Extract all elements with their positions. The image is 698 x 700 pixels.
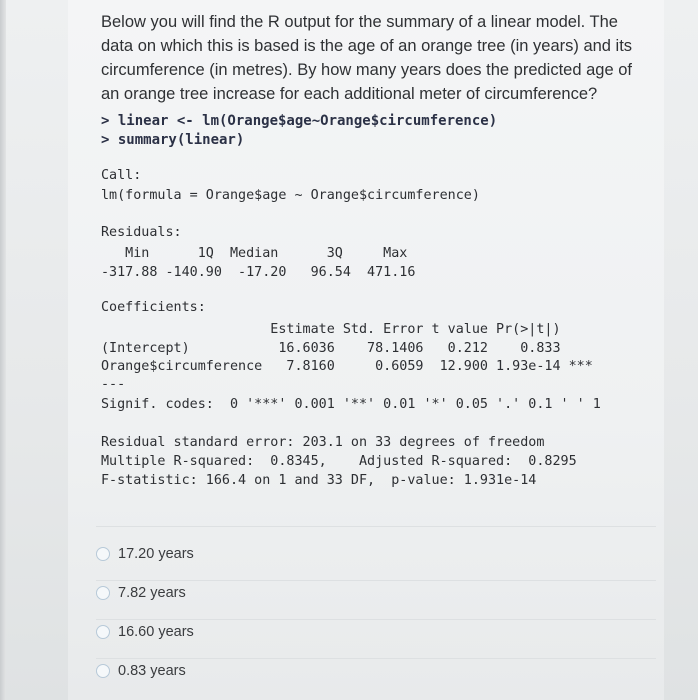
signif-codes: Signif. codes: 0 '***' 0.001 '**' 0.01 '*' 0.05 '.' 0.1 ' ' 1 — [101, 397, 601, 412]
answer-option-label: 0.83 years — [118, 663, 186, 679]
r-command-lm: > linear <- lm(Orange$age~Orange$circumference) — [101, 113, 498, 129]
radio-button-icon[interactable] — [96, 547, 110, 561]
coef-header: Estimate Std. Error t value Pr(>|t|) — [101, 322, 561, 337]
answer-option[interactable] — [96, 579, 186, 607]
residuals-label: Residuals: — [101, 225, 182, 240]
f-statistic: F-statistic: 166.4 on 1 and 33 DF, p-value: 1.931e-14 — [101, 473, 537, 488]
answer-option[interactable] — [96, 540, 194, 568]
coefficients-label: Coefficients: — [101, 300, 206, 315]
divider — [96, 580, 656, 581]
answer-option-label: 16.60 years — [118, 624, 194, 640]
window-edge — [0, 0, 6, 700]
divider — [96, 619, 656, 620]
radio-button-icon[interactable] — [96, 586, 110, 600]
question-text: Below you will find the R output for the summary of a linear model. The data on which this is based is the age of an orange tree (in years) and its circumference (in metres). By how many years does the predicted age of an orange tree increase for each additional meter of circumference? — [101, 13, 633, 103]
residuals-header: Min 1Q Median 3Q Max — [101, 246, 408, 261]
divider — [96, 526, 656, 527]
answer-option[interactable] — [96, 618, 194, 646]
answer-option-label: 7.82 years — [118, 585, 186, 601]
residuals-values: -317.88 -140.90 -17.20 96.54 471.16 — [101, 265, 416, 280]
coef-circumference-row: Orange$circumference 7.8160 0.6059 12.900 1.93e-14 *** — [101, 359, 593, 374]
r-command-summary: > summary(linear) — [101, 132, 245, 148]
coef-intercept-row: (Intercept) 16.6036 78.1406 0.212 0.833 — [101, 341, 561, 356]
residual-standard-error: Residual standard error: 203.1 on 33 degrees of freedom — [101, 435, 545, 450]
call-text: lm(formula = Orange$age ~ Orange$circumference) — [101, 188, 480, 203]
r-squared: Multiple R-squared: 0.8345, Adjusted R-squared: 0.8295 — [101, 454, 577, 469]
radio-button-icon[interactable] — [96, 625, 110, 639]
coef-separator: --- — [101, 377, 126, 392]
call-label: Call: — [101, 168, 142, 183]
divider — [96, 658, 656, 659]
radio-button-icon[interactable] — [96, 664, 110, 678]
answer-option[interactable] — [96, 657, 186, 685]
answer-option-label: 17.20 years — [118, 546, 194, 562]
